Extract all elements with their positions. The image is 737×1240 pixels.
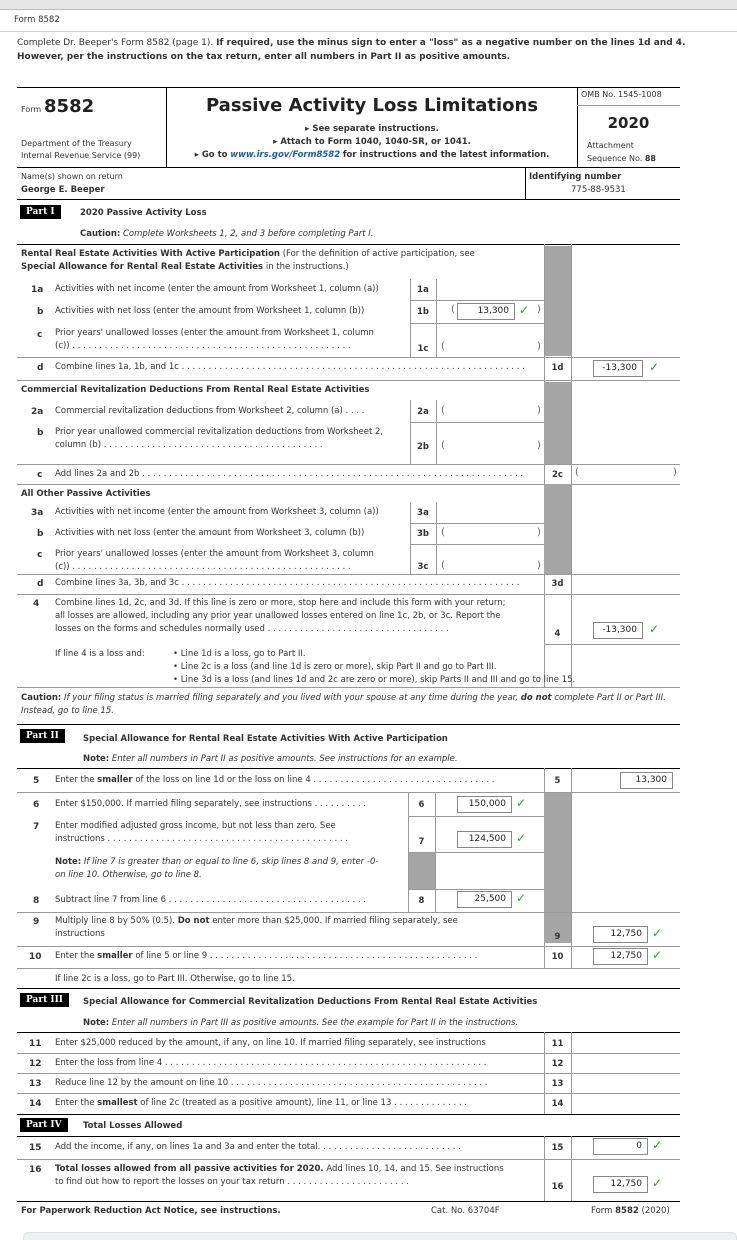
line-6-text: Enter $150,000. If married filing separately, see instructions . . . . . . . . . .: [55, 799, 366, 809]
note-line-7: Note: If line 7 is greater than or equal to line 6, skip lines 8 and 9, enter -0- on line 10. Otherwise, go to line 8.: [55, 857, 379, 880]
check-icon: ✓: [652, 1176, 663, 1190]
name-value: George E. Beeper: [21, 185, 105, 195]
panel-header: [0, 10, 737, 32]
form-title: Passive Activity Loss Limitations: [205, 95, 539, 116]
line-10-text: Enter the smaller of line 5 or line 9 . . . . . . . . . . . . . . . . . . . . . . . . . . . . . . . . . . . . . . . . . . . . . . . . . .: [55, 951, 478, 961]
id-label: Identifying number: [529, 172, 622, 182]
check-icon: ✓: [516, 796, 527, 810]
line-2c-text: Add lines 2a and 2b . . . . . . . . . . . . . . . . . . . . . . . . . . . . . . . . . . . . . . . . . . . . . . . . . . . . . . . . . . . . . . . . . . . . . . .: [55, 469, 524, 479]
line-11-text: Enter $25,000 reduced by the amount, if any, on line 10. If married filing separately, see instructions: [55, 1038, 486, 1048]
attachment-block: Attachment Sequence No. 88: [587, 141, 656, 163]
line-3a-text: Activities with net income (enter the amount from Worksheet 3, column (a)): [55, 507, 379, 517]
line-16-input[interactable]: 12,750: [593, 1176, 648, 1193]
line-2a-text: Commercial revitalization deductions from Worksheet 2, column (a) . . . .: [55, 406, 365, 416]
check-icon: ✓: [652, 948, 663, 962]
footer-cat: Cat. No. 63704F: [431, 1206, 500, 1216]
check-icon: ✓: [652, 926, 663, 940]
line-2b-text: Prior year unallowed commercial revitalization deductions from Worksheet 2, column (b) . . . . . . . . . . . . . . . . . . . . . . . . . . . . . . . . . . . . . . . . .: [55, 427, 384, 450]
part2-label: Part II: [20, 729, 65, 743]
line-3c-text: Prior years' unallowed losses (enter the amount from Worksheet 3, column (c)) . . . . . . . . . . . . . . . . . . . . . . . . . . . . . . . . . . . . . . . . . . . . . . . . . . . .: [55, 549, 374, 572]
line-16-text: Total losses allowed from all passive activities for 2020. Add lines 10, 14, and 15. See instructions to find out how to report the losses on your tax return . . . . . . . . . . . . . . . . . . . . . . .: [55, 1164, 504, 1187]
line-4-text: Combine lines 1d, 2c, and 3d. If this line is zero or more, stop here and include this form with your return; all losses are allowed, including any prior year unallowed losses entered on line 1c, 2b, or 3c. Report the losses on the forms and schedules normally used . . . . . . . . . . . . . . . . . . . . . . . . . . . . . . . . . .: [55, 598, 506, 634]
line-8-text: Subtract line 7 from line 6 . . . . . . . . . . . . . . . . . . . . . . . . . . . . . . . . . . . . .: [55, 895, 366, 905]
omb-number: OMB No. 1545-1008: [581, 90, 662, 99]
line-8-input[interactable]: 25,500: [457, 891, 512, 908]
form-subtitles: ▸ See separate instructions. ▸ Attach to Form 1040, 1040-SR, or 1041. ▸ Go to www.irs.gov/Form8582 for instructions and the latest information.: [194, 124, 550, 160]
line-1a-text: Activities with net income (enter the amount from Worksheet 1, column (a)): [55, 284, 379, 294]
line-7-text: Enter modified adjusted gross income, but not less than zero. See instructions . . . . . . . . . . . . . . . . . . . . . . . . . . . . . . . . . . . . . . . . . . . . .: [55, 821, 348, 844]
line-9-text: Multiply line 8 by 50% (0.5). Do not enter more than $25,000. If married filing separately, see instructions: [55, 916, 458, 939]
commercial-section-title: Commercial Revitalization Deductions From Rental Real Estate Activities: [21, 385, 370, 395]
check-icon: ✓: [649, 360, 660, 374]
bottom-panel: [23, 1232, 737, 1240]
other-section-title: All Other Passive Activities: [21, 489, 151, 499]
line-5-input[interactable]: 13,300: [620, 772, 673, 789]
line-3b-text: Activities with net loss (enter the amount from Worksheet 3, column (b)): [55, 528, 365, 538]
irs-link[interactable]: www.irs.gov/Form8582: [230, 150, 341, 160]
part1-caution: Caution: Complete Worksheets 1, 2, and 3 before completing Part I.: [80, 229, 374, 239]
line-1b-input[interactable]: 13,300: [457, 303, 515, 320]
check-icon: ✓: [649, 622, 660, 636]
check-icon: ✓: [519, 303, 530, 317]
department: Department of the Treasury Internal Revenue Service (99): [21, 139, 141, 160]
line-7-input[interactable]: 124,500: [457, 831, 512, 848]
line-12-text: Enter the loss from line 4 . . . . . . . . . . . . . . . . . . . . . . . . . . . . . . . . . . . . . . . . . . . . . . . . . . . . . . . . . . . .: [55, 1058, 487, 1068]
part3-note: Note: Enter all numbers in Part III as positive amounts. See the example for Part II in the instructions.: [83, 1018, 519, 1028]
name-label: Name(s) shown on return: [21, 172, 123, 181]
line-15-input[interactable]: 0: [593, 1138, 648, 1155]
top-bar: [0, 0, 737, 10]
part3-label: Part III: [20, 993, 69, 1007]
line-6-input[interactable]: 150,000: [457, 796, 512, 813]
part3-title: Special Allowance for Commercial Revitalization Deductions From Rental Real Estate Activities: [83, 997, 538, 1007]
part4-label: Part IV: [20, 1118, 68, 1132]
rental-section-title: Rental Real Estate Activities With Active Participation (For the definition of active participation, see Special Allowance for Rental Real Estate Activities in the instructions.): [21, 249, 475, 272]
check-icon: ✓: [652, 1138, 663, 1152]
line-5-text: Enter the smaller of the loss on line 1d or the loss on line 4 . . . . . . . . . . . . . . . . . . . . . . . . . . . . . . . . . .: [55, 775, 495, 785]
part4-title: Total Losses Allowed: [83, 1121, 183, 1131]
shaded-column: [544, 246, 571, 356]
footer-form: Form 8582 (2020): [591, 1206, 670, 1216]
part2-title: Special Allowance for Rental Real Estate Activities With Active Participation: [83, 734, 448, 744]
line-13-text: Reduce line 12 by the amount on line 10 . . . . . . . . . . . . . . . . . . . . . . . . . . . . . . . . . . . . . . . . . . . . . . . .: [55, 1078, 488, 1088]
tax-year: 2020: [607, 114, 650, 132]
if-line4-bullets: • Line 1d is a loss, go to Part II. • Line 2c is a loss (and line 1d is zero or more), skip Part II and go to Part III. • Line 3d is a loss (and lines 1d and 2c are zero or more), skip Parts II and III and go to line 15.: [173, 649, 576, 685]
if-line4-label: If line 4 is a loss and:: [55, 649, 145, 659]
id-value: 775-88-9531: [571, 185, 626, 195]
line-15-text: Add the income, if any, on lines 1a and 3a and enter the total. . . . . . . . . . . . . . . . . . . . . . . . . . .: [55, 1142, 461, 1152]
part1-title: 2020 Passive Activity Loss: [80, 208, 207, 218]
line-9-input[interactable]: 12,750: [593, 926, 648, 943]
panel-title: Form 8582: [14, 15, 60, 25]
line-1d-text: Combine lines 1a, 1b, and 1c . . . . . . . . . . . . . . . . . . . . . . . . . . . . . . . . . . . . . . . . . . . . . . . . . . . . . . . . . . . . . . . .: [55, 362, 525, 372]
line-1b-text: Activities with net loss (enter the amount from Worksheet 1, column (b)): [55, 306, 365, 316]
part2-note: Note: Enter all numbers in Part II as positive amounts. See instructions for an example.: [83, 754, 458, 764]
caution-married: Caution: If your filing status is married filing separately and you lived with your spouse at any time during the year, do not complete Part II or Part III. Instead, go to line 15.: [21, 693, 666, 716]
instructions: [17, 36, 717, 64]
part1-label: Part I: [20, 205, 61, 219]
line-1c-text: Prior years' unallowed losses (enter the amount from Worksheet 1, column (c)) . . . . . . . . . . . . . . . . . . . . . . . . . . . . . . . . . . . . . . . . . . . . . . . . . . . .: [55, 328, 374, 351]
line-14-text: Enter the smallest of line 2c (treated as a positive amount), line 11, or line 13 . . . . . . . . . . . . . .: [55, 1098, 468, 1108]
form-number-block: Form 8582: [21, 96, 95, 117]
intro-text: Complete Dr. Beeper's Form 8582 (page 1).: [17, 38, 214, 48]
intro-bold-text: If required, use the minus sign to enter a "loss" as a negative number on the lines 1d and 4. However, per the instructions on the tax return, enter all numbers in Part II as positive amounts.: [17, 38, 686, 62]
line-3d-text: Combine lines 3a, 3b, and 3c . . . . . . . . . . . . . . . . . . . . . . . . . . . . . . . . . . . . . . . . . . . . . . . . . . . . . . . . . . . . . . .: [55, 578, 520, 588]
line-10-input[interactable]: 12,750: [593, 948, 648, 965]
line-1d-input[interactable]: -13,300: [593, 360, 643, 377]
part2-after-note: If line 2c is a loss, go to Part III. Otherwise, go to line 15.: [55, 974, 295, 984]
footer-paperwork: For Paperwork Reduction Act Notice, see instructions.: [21, 1206, 281, 1216]
form-number: 8582: [44, 96, 95, 117]
check-icon: ✓: [516, 891, 527, 905]
line-4-input[interactable]: -13,300: [593, 622, 643, 639]
check-icon: ✓: [516, 831, 527, 845]
